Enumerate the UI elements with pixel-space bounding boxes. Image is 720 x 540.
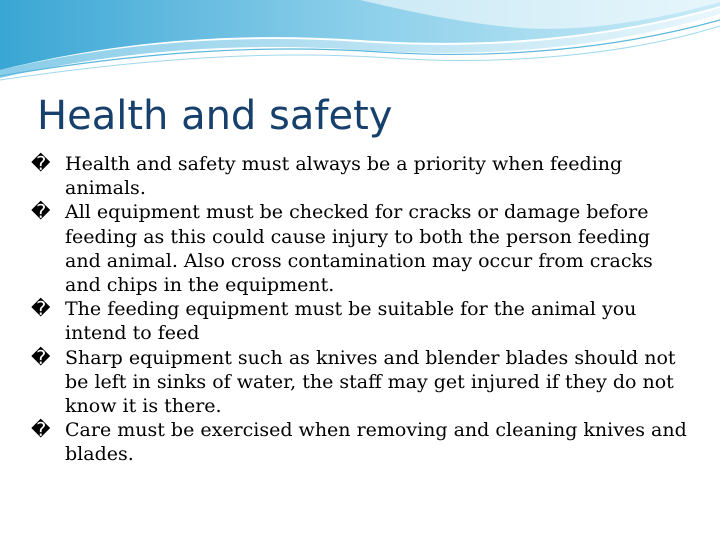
bullet-item xyxy=(31,152,691,200)
bullet-marker-icon: � xyxy=(31,298,51,321)
bullet-text: All equipment must be checked for cracks or damage before feeding as this could cause injury to both the person feeding and animal. Also cross contamination may occur from cracks and chips in the equipment. xyxy=(65,201,653,297)
bullet-text: The feeding equipment must be suitable for the animal you intend to feed xyxy=(65,298,637,345)
bullet-marker-icon: � xyxy=(31,201,51,224)
bullet-item xyxy=(31,418,691,466)
bullet-text: Health and safety must always be a priority when feeding animals. xyxy=(65,153,623,200)
bullet-text: Care must be exercised when removing and cleaning knives and blades. xyxy=(65,419,687,466)
header-wave-decoration xyxy=(0,0,720,90)
bullet-item xyxy=(31,297,691,345)
bullet-list xyxy=(31,152,691,467)
bullet-marker-icon: � xyxy=(31,153,51,175)
bullet-item xyxy=(31,346,691,419)
bullet-text: Sharp equipment such as knives and blender blades should not be left in sinks of water, the staff may get injured if they do not know it is there. xyxy=(65,346,676,418)
bullet-marker-icon: � xyxy=(31,419,51,442)
slide-title: Health and safety xyxy=(37,93,393,139)
bullet-item xyxy=(31,200,691,297)
bullet-marker-icon: � xyxy=(31,346,51,369)
